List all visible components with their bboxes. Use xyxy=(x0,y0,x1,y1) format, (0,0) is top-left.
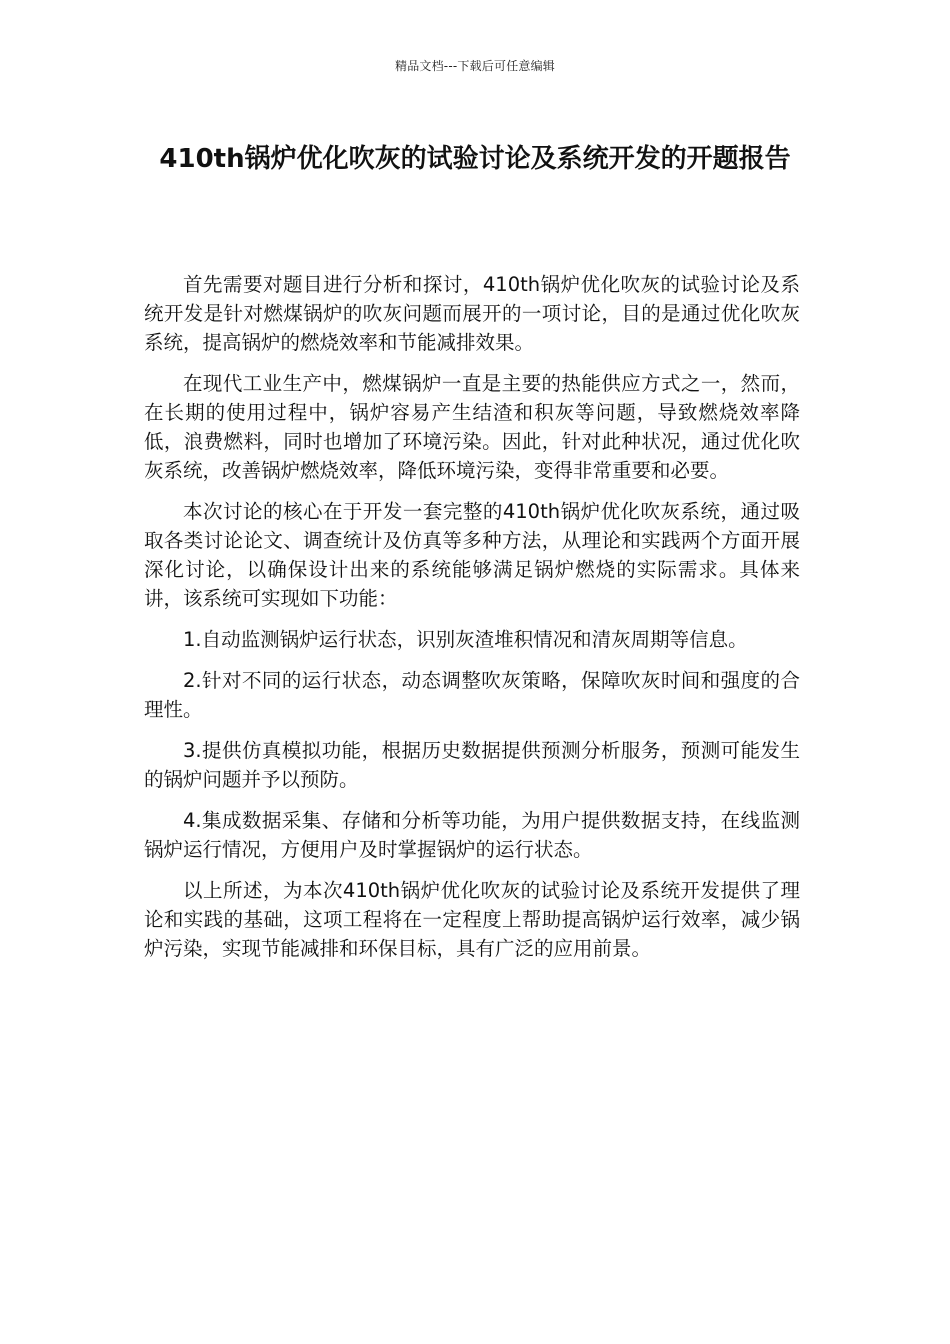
list-item-function-4: 4.集成数据采集、存储和分析等功能，为用户提供数据支持，在线监测锅炉运行情况，方便用户及时掌握锅炉的运行状态。 xyxy=(144,809,800,861)
paragraph-background: 在现代工业生产中，燃煤锅炉一直是主要的热能供应方式之一，然而，在长期的使用过程中，锅炉容易产生结渣和积灰等问题，导致燃烧效率降低，浪费燃料，同时也增加了环境污染。因此，针对此种状况，通过优化吹灰系统，改善锅炉燃烧效率，降低环境污染，变得非常重要和必要。 xyxy=(144,372,800,482)
list-item-function-3: 3.提供仿真模拟功能，根据历史数据提供预测分析服务，预测可能发生的锅炉问题并予以预防。 xyxy=(144,739,800,791)
document-title: 410th锅炉优化吹灰的试验讨论及系统开发的开题报告 xyxy=(159,144,791,174)
document-body xyxy=(144,270,800,975)
list-item-function-2: 2.针对不同的运行状态，动态调整吹灰策略，保障吹灰时间和强度的合理性。 xyxy=(144,669,800,721)
paragraph-intro: 首先需要对题目进行分析和探讨，410th锅炉优化吹灰的试验讨论及系统开发是针对燃煤锅炉的吹灰问题而展开的一项讨论，目的是通过优化吹灰系统，提高锅炉的燃烧效率和节能减排效果。 xyxy=(144,273,800,354)
paragraph-conclusion: 以上所述，为本次410th锅炉优化吹灰的试验讨论及系统开发提供了理论和实践的基础，这项工程将在一定程度上帮助提高锅炉运行效率，减少锅炉污染，实现节能减排和环保目标，具有广泛的应用前景。 xyxy=(144,879,800,960)
list-item-function-1: 1.自动监测锅炉运行状态，识别灰渣堆积情况和清灰周期等信息。 xyxy=(183,628,748,651)
paragraph-core: 本次讨论的核心在于开发一套完整的410th锅炉优化吹灰系统，通过吸取各类讨论论文、调查统计及仿真等多种方法，从理论和实践两个方面开展深化讨论，以确保设计出来的系统能够满足锅炉燃烧的实际需求。具体来讲，该系统可实现如下功能： xyxy=(144,500,800,610)
header-note: 精品文档---下载后可任意编辑 xyxy=(395,59,555,73)
